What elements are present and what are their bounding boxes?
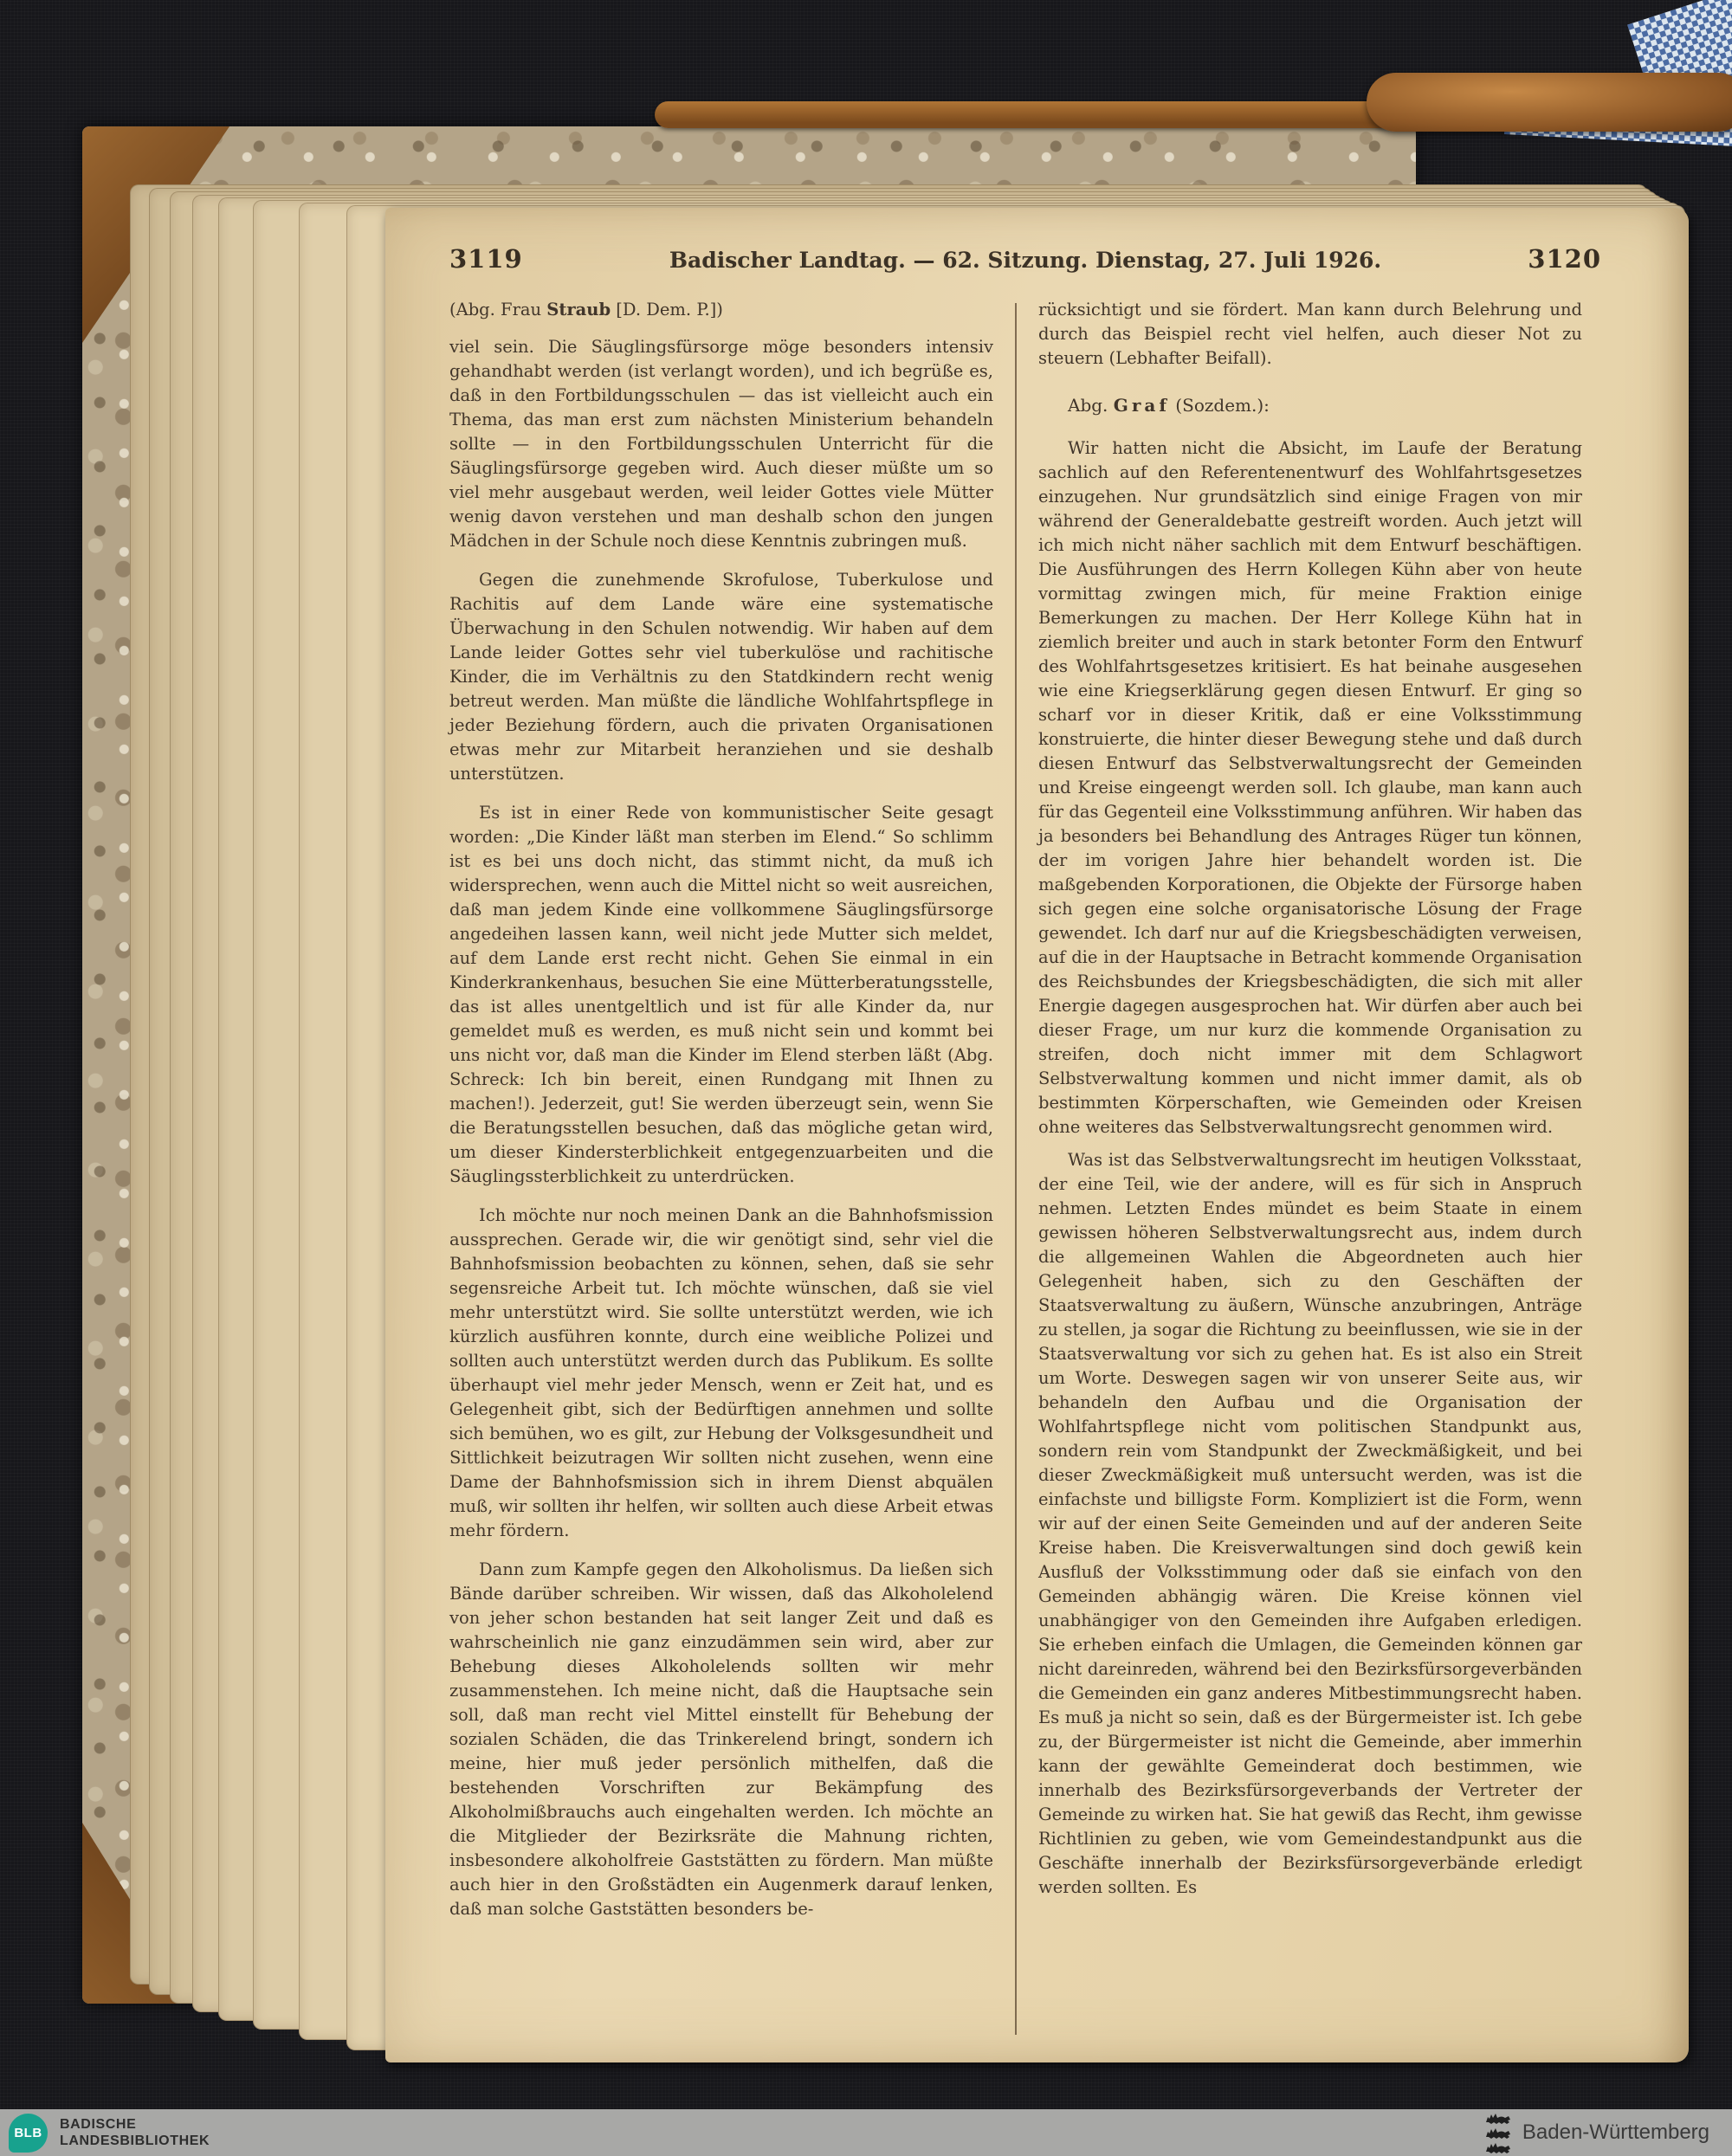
library-name-line1: BADISCHE [60,2117,137,2132]
book-snake-weight-body [1367,73,1732,132]
right-paragraph-list [1038,436,1582,1900]
scanned-book-page [385,208,1689,2062]
paragraph: Wir hatten nicht die Absicht, im Laufe der Beratung sachlich auf den Referentenentwurf des Wohlfahrtsgesetzes einzugehen. Nur grundsätzlich sind einige Fragen von mir während der Generaldebatte gestreift worden. Auch jetzt will ich mich nicht näher sachlich mit dem Entwurf beschäftigen. Die Ausführungen des Herrn Kollegen Kühn aber von heute vormittag zwingen mich, für meine Fraktion einige Bemerkungen zu machen. Der Herr Kollege Kühn hat in ziemlich breiter und auch in stark betonter Form den Entwurf des Wohlfahrtsgesetzes kritisiert. Es hat beinahe ausgesehen wie eine Kriegserklärung gegen diesen Entwurf. Er ging so scharf vor in dieser Kritik, daß er eine Volksstimmung konstruierte, die hinter dieser Bewegung stehe und daß durch diesen Entwurf das Selbstverwaltungsrecht der Gemeinden und Kreise eingeengt werden soll. Ich glaube, man kann auch für das Gegenteil eine Volksstimmung anführen. Wir haben das ja besonders bei Behandlung des Antrages Rüger tun können, der im vorigen Jahre hier behandelt worden ist. Die maßgebenden Korporationen, die Objekte der Fürsorge haben sich gegen eine solche organisatorische Lösung der Frage gewendet. Ich darf nur auf die Kriegsbeschädigten verweisen, auf die in der Hauptsache in Betracht kommende Organisation des Reichsbundes der Kriegsbeschädigten, die sich mit aller Energie dagegen ausgesprochen hat. Wir dürfen aber auch bei dieser Frage, um nur kurz die kommende Organisation zu streifen, doch nicht immer mit dem Schlagwort Selbstverwaltung kommen und nicht immer damit, als ob bestimmten Körperschaften, wie Gemeinden oder Kreisen ohne weiteres das Selbstverwaltungsrecht genommen wird. [1038,438,1582,1137]
state-logo-group[interactable] [1484,2111,1709,2154]
paragraph: rücksichtigt und sie fördert. Man kann durch Belehrung und durch das Beispiel recht viel helfen, auch dieser Not zu steuern (Lebhafter Beifall). [1038,300,1582,368]
page-number-right: 3120 [1528,244,1601,274]
paragraph: Dann zum Kampfe gegen den Alkoholismus. Da ließen sich Bände darüber schreiben. Wir wissen, daß das Alkoholelend von jeher schon bestanden hat seit langer Zeit und daß es wahrscheinlich nie ganz einzudämmen sein wird, aber zur Behebung dieses Alkoholelends sollten wir mehr zusammenstehen. Ich meine nicht, daß die Hauptsache sein soll, daß man recht viel Mittel einstellt für Behebung der sozialen Schäden, die das Trinkerelend bringt, sondern ich meine, hier muß jeder persönlich mithelfen, daß die bestehenden Vorschriften zur Bekämpfung des Alkoholmißbrauchs auch eingehalten werden. Ich möchte an die Mitglieder der Bezirksräte die Mahnung richten, insbesondere alkoholfreie Gaststätten zu fördern. Man müßte auch hier in den Großstädten ein Augenmerk darauf lenken, daß man solche Gaststätten besonders be- [449,1559,993,1919]
carryover-paragraph-list [1038,298,1582,371]
left-paragraph-list [449,335,993,1921]
library-footer-bar [0,2109,1732,2156]
page-number-left: 3119 [449,244,523,274]
baden-wuerttemberg-lions-icon [1484,2111,1512,2154]
right-text-column [1038,298,1582,1900]
paragraph: Was ist das Selbstverwaltungsrecht im heutigen Volksstaat, der eine Teil, wie der andere, will es für sich in Anspruch nehmen. Letzten Endes mündet es beim Staate in einem gewissen höheren Selbstverwaltungsrecht aus, indem durch die allgemeinen Wahlen die Abgeordneten auch hier Gelegenheit haben, sich zu den Geschäften der Staatsverwaltung zu äußern, Wünsche anzubringen, Anträge zu stellen, ja sogar die Richtung zu beeinflussen, wie sie in der Staatsverwaltung vor sich zu gehen hat. Es ist also ein Streit um Worte. Deswegen sagen wir von unserer Seite aus, wir behandeln den Aufbau und die Organisation der Wohlfahrtspflege nicht vom politischen Standpunkt aus, sondern rein vom Standpunkt der Zweckmäßigkeit, und bei dieser Zweckmäßigkeit muß untersucht werden, was ist die einfachste und billigste Form. Kompliziert ist die Form, wenn wir auf der einen Seite Gemeinden und auf der anderen Seite Kreise haben. Die Kreisverwaltungen sind doch gewiß kein Ausfluß der Volksstimmung oder daß sie einfach von den Gemeinden abhängig wären. Die Kreise können viel unabhängiger von den Gemeinden ihre Aufgaben erledigen. Sie erheben einfach die Umlagen, die Gemeinden können gar nicht dareinreden, während bei den Bezirksfürsorgeverbänden die Gemeinden ein ganz anderes Mitbestimmungsrecht haben. Es muß ja nicht so sein, daß es der Bürgermeister ist. Ich gebe zu, der Bürgermeister ist nicht die Gemeinde, aber immerhin kann der gewählte Gemeinderat doch bestimmen, wie innerhalb des Bezirksfürsorgeverbands der Vertreter der Gemeinde zu wirken hat. Sie hat gewiß das Recht, ihm gewisse Richtlinien zu geben, wie vom Gemeindestandpunkt aus die Geschäfte innerhalb der Bezirksfürsorgeverbände erledigt werden sollten. Es [1038,1150,1582,1897]
blb-logo-icon[interactable]: BLB [9,2114,48,2153]
speaker-note-prefix: (Abg. Frau [449,300,547,320]
speaker-heading-prefix: Abg. [1068,395,1114,416]
speaker-note [449,298,993,322]
library-name-line2: LANDESBIBLIOTHEK [60,2133,210,2148]
blb-logo-group[interactable] [9,2114,210,2153]
page-header [449,244,1601,274]
paragraph: Gegen die zunehmende Skrofulose, Tuberkulose und Rachitis auf dem Lande wäre eine systematische Überwachung in den Schulen notwendig. Wir haben auf dem Lande leider Gottes sehr viel tuberkulöse und rachitische Kinder, die im Verhältnis zu den Statdkindern recht wenig betreut werden. Man müßte die ländliche Wohlfahrtspflege in jeder Beziehung fördern, auch die privaten Organisationen etwas mehr zur Mitarbeit heranziehen und sie deshalb unterstützen. [449,570,993,784]
paragraph: Ich möchte nur noch meinen Dank an die Bahnhofsmission aussprechen. Gerade wir, die wir genötigt sind, sehr viel die Bahnhofsmission beobachten zu können, sehen, daß sie sehr segensreiche Arbeit tut. Ich möchte wünschen, daß sie viel mehr unterstützt wird. Sie sollte unterstützt werden, wie ich kürzlich ausführen konnte, durch eine weibliche Polizei und sollten auch unterstützt werden durch das Publikum. Es sollte überhaupt viel mehr jeder Mensch, wenn er Zeit hat, und es Gelegenheit gibt, sich der Bedürftigen annehmen und sollte sich bemühen, wo es gilt, zur Hebung der Volksgesundheit und Sittlichkeit beizutragen Wir sollten nicht zusehen, wenn eine Dame der Bahnhofsmission sich in ihrem Dienst abquälen muß, wir sollten ihr helfen, wir sollten auch diese Arbeit etwas mehr fördern. [449,1205,993,1540]
paragraph: Es ist in einer Rede von kommunistischer Seite gesagt worden: „Die Kinder läßt man sterben im Elend.“ So schlimm ist es bei uns doch nicht, das stimmt nicht, da muß ich widersprechen, wenn auch die Mittel nicht so weit ausreichen, daß man jedem Kinde eine vollkommene Säuglingsfürsorge angedeihen lassen kann, weil nicht jede Mutter sich meldet, auf dem Lande erst recht nicht. Gehen Sie einmal in ein Kinderkrankenhaus, besuchen Sie eine Mütterberatungsstelle, das ist alles unentgeltlich und ist für alle Kinder da, nur gemeldet muß es werden, es muß nicht sein und kommt bei uns nicht vor, daß man die Kinder im Elend sterben läßt (Abg. Schreck: Ich bin bereit, einen Rundgang mit Ihnen zu machen!). Jederzeit, gut! Sie werden überzeugt sein, wenn Sie die Beratungsstellen besuchen, daß das mögliche getan wird, um dieser Kindersterblichkeit entgegenzuarbeiten und die Säuglingssterblichkeit zu unterdrücken. [449,803,993,1186]
library-name [60,2116,210,2149]
book-snake-weight-tail [655,101,1425,128]
speaker-note-suffix: [D. Dem. P.]) [611,300,723,320]
state-name: Baden-Württemberg [1522,2120,1709,2144]
speaker-heading-suffix: (Sozdem.): [1169,395,1270,416]
speaker-name-graf: Graf [1113,395,1170,416]
running-title: Badischer Landtag. — 62. Sitzung. Dienstag, 27. Juli 1926. [669,248,1382,273]
column-divider-rule [1015,303,1017,2035]
left-text-column [449,298,993,1921]
speaker-name-straub: Straub [546,300,611,320]
paragraph: viel sein. Die Säuglingsfürsorge möge besonders intensiv gehandhabt werden (ist verlangt worden), und ich begrüße es, daß in den Fortbildungsschulen — das ist vielleicht auch ein Thema, das man erst zum nächsten Ministerium behandeln sollte — in den Fortbildungsschulen Unterricht für die Säuglingsfürsorge gegeben wird. Auch dieser müßte um so viel mehr ausgebaut werden, weil leider Gottes viele Mütter wenig davon verstehen und man deshalb schon den jungen Mädchen in der Schule noch diese Kenntnis zubringen muß. [449,337,993,551]
speaker-heading [1038,393,1582,417]
